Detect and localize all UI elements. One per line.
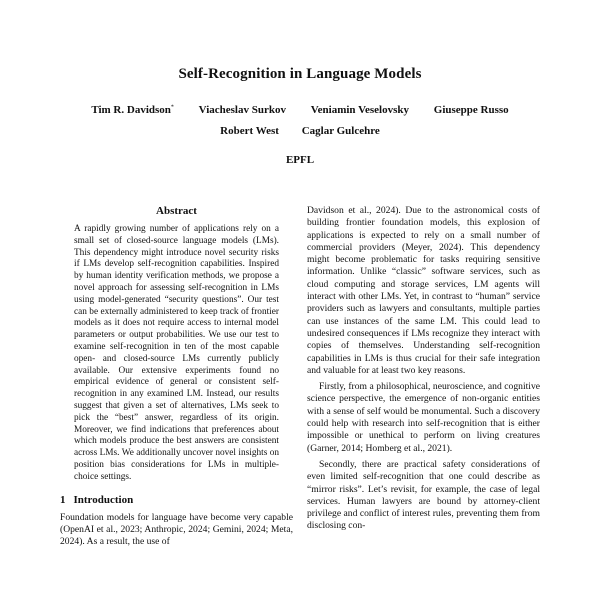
author-list-row-1 [0, 104, 600, 116]
affiliation: EPFL [285, 154, 315, 166]
introduction-paragraph: Foundation models for language have become very capable (OpenAI et al., 2023; Anthropic, 2024; Gemini, 2024; Meta, 2024). As a result, the use of [60, 511, 293, 548]
author: Viacheslav Surkov [198, 104, 286, 116]
author: Giuseppe Russo [433, 104, 509, 116]
author: Veniamin Veselovsky [310, 104, 410, 116]
left-column [60, 205, 293, 548]
body-paragraph: Davidson et al., 2024). Due to the astronomical costs of building frontier foundation models, this explosion of applications is expected to rely on a small number of commercial providers (Meyer, 2024). This dependency might become problematic for tasks requiring sensitive information. Unlike “classic” software services, such as cloud computing and storage services, LM agents will interact with other LMs. Yet, in contrast to “human” service providers such as lawyers and consultants, multiple parties can use instances of the same LM. This could lead to undesired consequences if LMs recognize they interact with copies of themselves. Understanding self-recognition capabilities in LMs is thus crucial for their safe integration and valuable for at least two key reasons. [307, 205, 540, 376]
abstract-heading: Abstract [156, 205, 197, 217]
abstract-text: A rapidly growing number of applications rely on a small set of closed-source language models (LMs). This dependency might introduce novel security risks if LMs develop self-recognition capabilities. Inspired by human identity verification methods, we propose a novel approach for assessing self-recognition in LMs using model-generated “security questions”. Our test can be externally administered to keep track of frontier models as it does not require access to internal model parameters or output probabilities. We use our test to examine self-recognition in ten of the most capable open- and closed-source LMs currently publicly available. Our extensive experiments found no empirical evidence of general or consistent self-recognition in any examined LM. Instead, our results suggest that given a set of alternatives, LMs seek to pick the “best” answer, regardless of its origin. Moreover, we find indications that preferences about which models produce the best answers are consistent across LMs. We additionally uncover novel insights on position bias considerations for LMs in multiple-choice settings. [74, 224, 279, 482]
author-name: Tim R. Davidson [91, 104, 171, 116]
paper-title: Self-Recognition in Language Models [178, 66, 422, 82]
section-heading-introduction [60, 494, 293, 506]
right-column [307, 205, 540, 533]
author-footnote-mark: * [170, 104, 174, 111]
author: Caglar Gulcehre [301, 125, 380, 137]
author [91, 104, 174, 116]
author: Robert West [220, 125, 279, 137]
author-list-row-2 [0, 125, 600, 137]
section-title: Introduction [73, 493, 134, 506]
body-paragraph: Firstly, from a philosophical, neuroscience, and cognitive science perspective, the emergence of non-organic entities with a sense of self would be monumental. Such a discovery could help with research into self-recognition that is either impossible or unethical to perform on living creatures (Garner, 2014; Homberg et al., 2021). [307, 381, 540, 454]
section-number: 1 [60, 493, 66, 506]
body-paragraph: Secondly, there are practical safety considerations of even limited self-recognition that one could describe as “mirror risks”. Let’s revisit, for example, the case of legal services. Human lawyers are bound by attorney-client privilege and conflict of interest rules, preventing them from disclosing con- [307, 458, 540, 532]
